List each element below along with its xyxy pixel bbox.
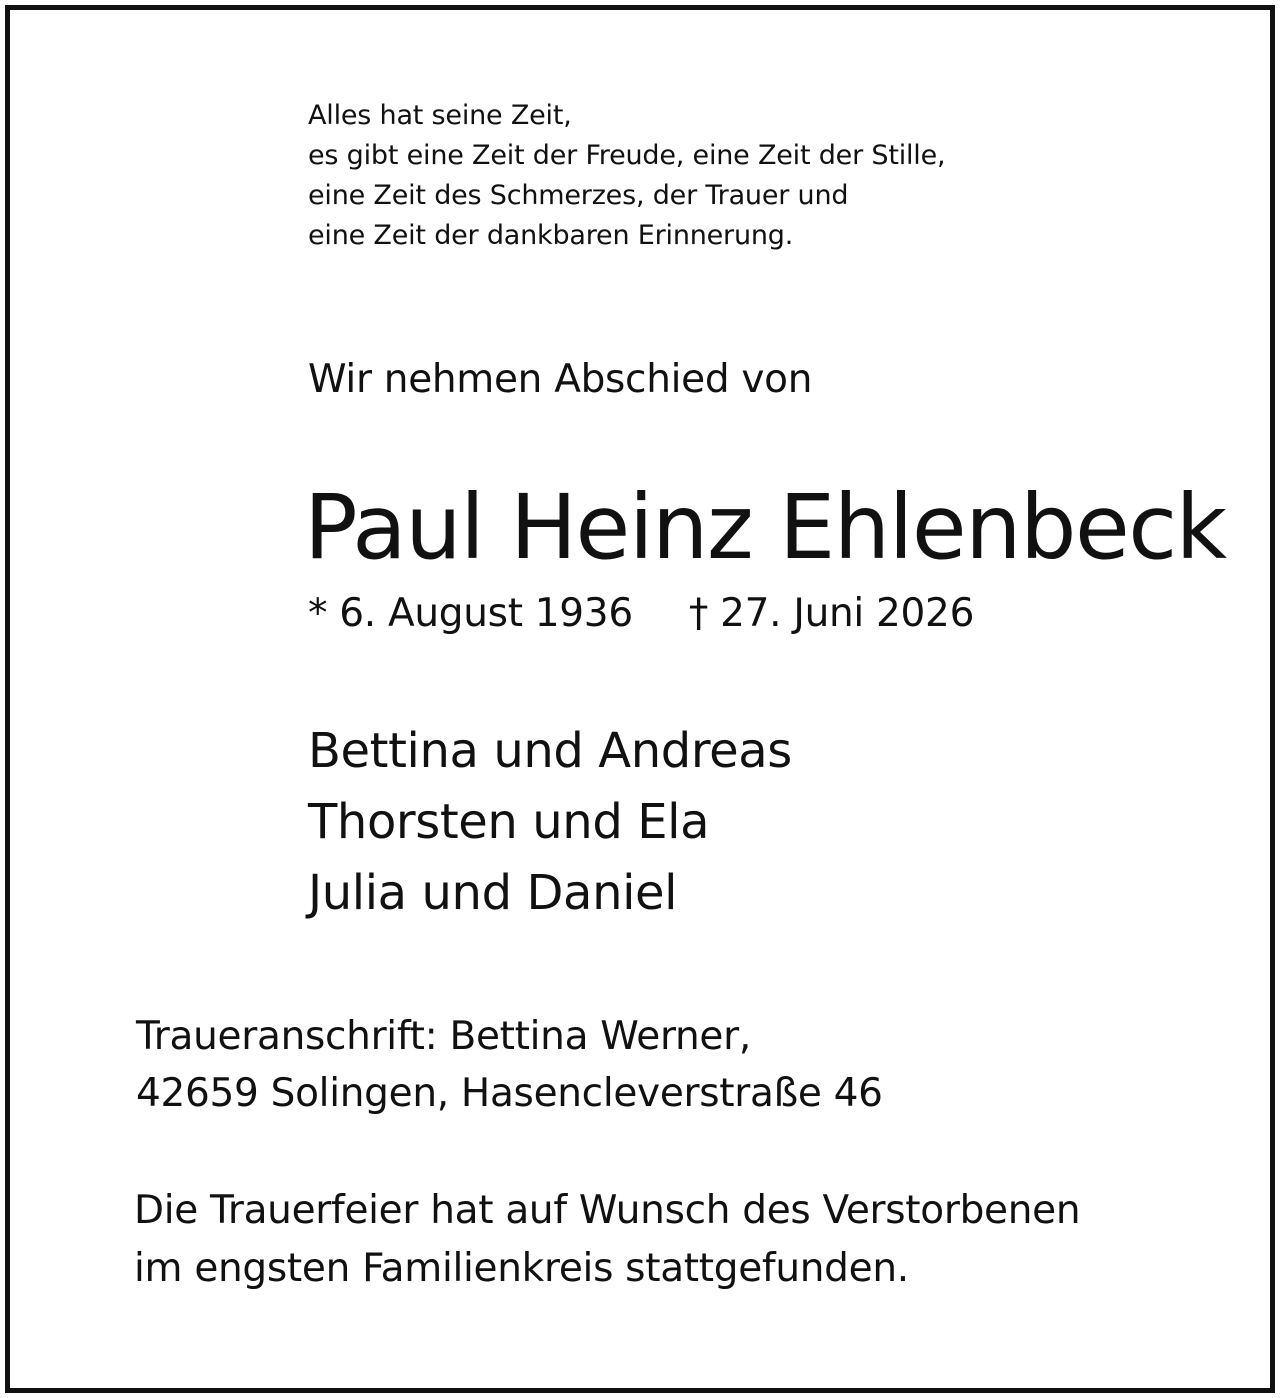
life-dates bbox=[308, 586, 974, 642]
ceremony-notice bbox=[134, 1182, 1080, 1298]
quote-line-3: eine Zeit des Schmerzes, der Trauer und bbox=[308, 180, 849, 211]
family-line-1: Bettina und Andreas bbox=[308, 723, 792, 779]
mourning-address bbox=[136, 1008, 883, 1122]
address-line-2: 42659 Solingen, Hasencleverstraße 46 bbox=[136, 1071, 883, 1116]
quote-line-1: Alles hat seine Zeit, bbox=[308, 100, 572, 131]
deceased-name: Paul Heinz Ehlenbeck bbox=[304, 475, 1226, 579]
quote-line-4: eine Zeit der dankbaren Erinnerung. bbox=[308, 220, 794, 251]
obituary-frame bbox=[5, 5, 1275, 1393]
quote-line-2: es gibt eine Zeit der Freude, eine Zeit der Stille, bbox=[308, 140, 946, 171]
farewell-intro: Wir nehmen Abschied von bbox=[308, 357, 813, 402]
ceremony-line-2: im engsten Familienkreis stattgefunden. bbox=[134, 1246, 909, 1291]
family-line-2: Thorsten und Ela bbox=[308, 794, 710, 850]
family-members bbox=[308, 716, 792, 929]
ceremony-line-1: Die Trauerfeier hat auf Wunsch des Verstorbenen bbox=[134, 1188, 1081, 1233]
birth-date: * 6. August 1936 bbox=[308, 591, 633, 636]
death-date: † 27. Juni 2026 bbox=[688, 591, 975, 636]
quote bbox=[308, 96, 945, 256]
family-line-3: Julia und Daniel bbox=[308, 865, 678, 921]
address-line-1: Traueranschrift: Bettina Werner, bbox=[136, 1014, 751, 1059]
